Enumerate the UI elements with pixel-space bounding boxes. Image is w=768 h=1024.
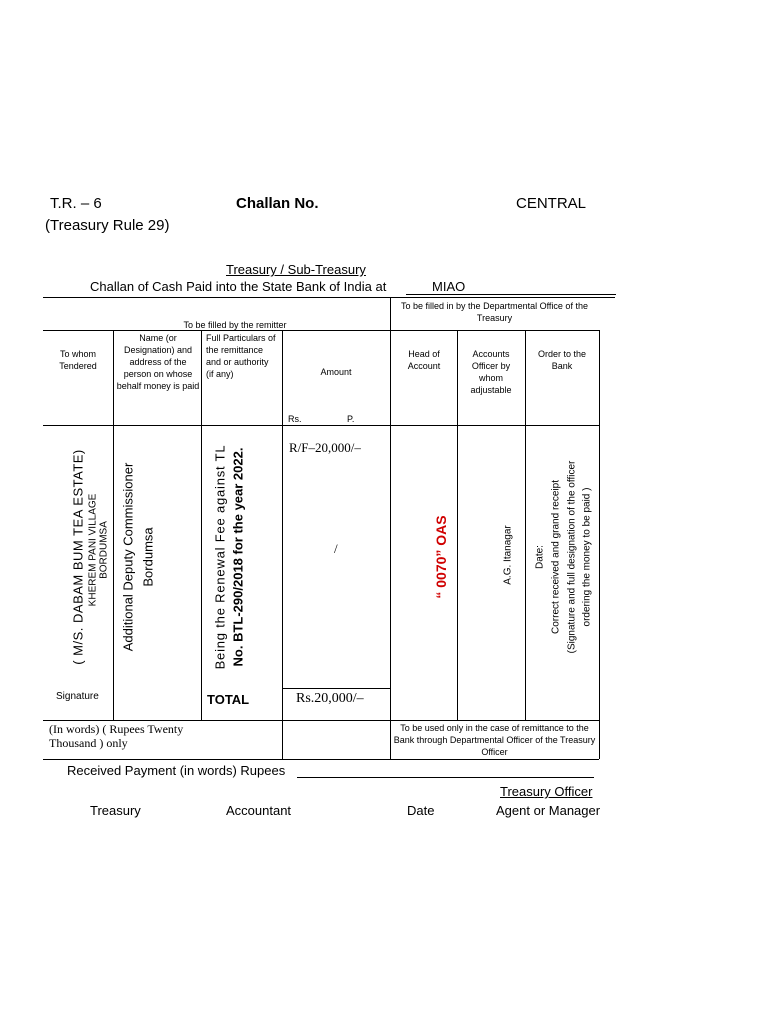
challan-line: Challan of Cash Paid into the State Bank of India at xyxy=(90,279,387,294)
amount-total: Rs.20,000/– xyxy=(296,691,364,706)
treasury-officer-label: Treasury Officer xyxy=(500,784,593,799)
col-divider-3 xyxy=(282,330,283,759)
col-name-header: Name (or Designation) and address of the person on whose behalf money is paid xyxy=(116,333,200,391)
amount-in-words: (In words) ( Rupees Twenty Thousand ) only xyxy=(49,722,184,750)
order-money: ordering the money to be paid ) xyxy=(581,487,593,627)
whom-place: BORDUMSA xyxy=(98,521,110,579)
remitter-header: To be filled by the remitter xyxy=(183,320,287,330)
col-particulars-header: Full Particulars of the remittance and or authority (if any) xyxy=(206,333,276,379)
header-bottom-line xyxy=(43,425,599,426)
received-payment-line xyxy=(297,777,594,778)
words-bottom-line xyxy=(43,759,599,760)
col-officer-header: Accounts Officer by whom adjustable xyxy=(470,349,512,395)
col-divider-right xyxy=(599,330,600,759)
accountant-label: Accountant xyxy=(226,803,292,818)
col-order-header: Order to the Bank xyxy=(537,349,587,371)
challan-no-label: Challan No. xyxy=(236,195,319,212)
treasury-sign-label: Treasury xyxy=(90,803,141,818)
col-divider-5 xyxy=(525,330,526,720)
name-designation: Additional Deputy Commissioner xyxy=(120,462,136,652)
order-signature: (Signature and full designation of the officer xyxy=(566,460,578,654)
col-p-header: P. xyxy=(347,414,355,424)
col-divider-4 xyxy=(457,330,458,720)
col-divider-2 xyxy=(201,330,202,720)
rule-label: (Treasury Rule 29) xyxy=(45,217,170,234)
signature-label: Signature xyxy=(56,691,99,702)
form-code: T.R. – 6 xyxy=(50,195,102,212)
amount-slash: / xyxy=(334,541,338,556)
amount-value: R/F–20,000/– xyxy=(289,440,361,455)
whom-village: KHEREM PANI VILLAGE xyxy=(87,493,99,607)
treasury-title: Treasury / Sub-Treasury xyxy=(226,262,366,277)
dept-header: To be filled in by the Departmental Office of the Treasury xyxy=(401,301,588,323)
agent-manager-label: Agent or Manager xyxy=(496,803,601,818)
bank-note: To be used only in the case of remittance to the Bank through Departmental Officer of the Treasury Officer xyxy=(393,723,596,757)
body-bottom-line xyxy=(43,720,599,721)
order-date: Date: xyxy=(534,545,546,569)
date-label: Date xyxy=(407,803,435,818)
whom-name: ( M/S. DABAM BUM TEA ESTATE) xyxy=(70,449,86,665)
col-rs-header: Rs. xyxy=(288,414,302,424)
received-payment-label: Received Payment (in words) Rupees xyxy=(67,763,286,778)
col-divider-1 xyxy=(113,330,114,720)
total-label: TOTAL xyxy=(207,692,250,707)
total-line xyxy=(282,688,390,689)
central-label: CENTRAL xyxy=(516,195,587,212)
remitter-line xyxy=(43,330,599,331)
name-place: Bordumsa xyxy=(140,527,156,587)
particulars-line-1: Being the Renewal Fee against TL xyxy=(212,444,228,670)
col-head-header: Head of Account xyxy=(407,349,441,371)
accounts-officer-value: A.G. Itanagar xyxy=(502,525,514,585)
order-received: Correct received and grand receipt xyxy=(550,480,562,634)
col-whom-header: To whom Tendered xyxy=(59,349,97,371)
place-value: MIAO xyxy=(406,279,616,295)
head-of-account-value: “ 0070” OAS xyxy=(433,515,449,599)
table-top-line xyxy=(43,297,615,298)
col-divider-dept xyxy=(390,297,391,759)
col-amount-header: Amount xyxy=(320,367,352,377)
particulars-line-2: No. BTL-290/2018 for the year 2022. xyxy=(230,447,246,667)
